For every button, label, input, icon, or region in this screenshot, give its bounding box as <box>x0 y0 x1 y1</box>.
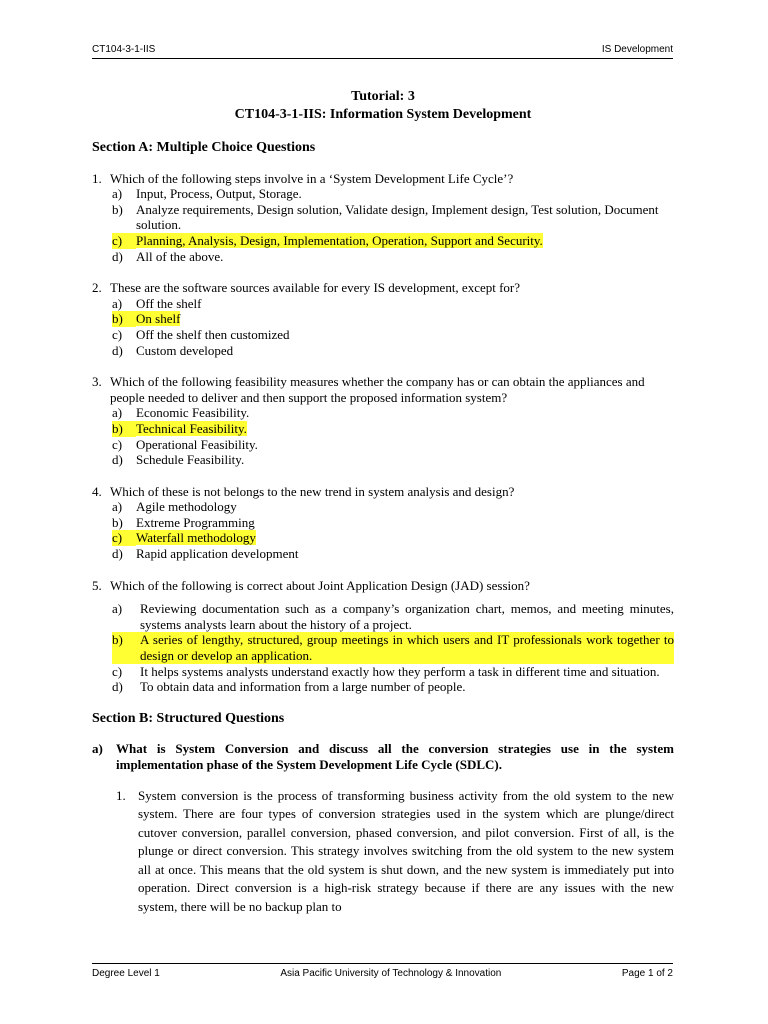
option-d <box>112 452 674 468</box>
option-text: All of the above. <box>136 248 224 264</box>
section-a-title: Section A: Multiple Choice Questions <box>92 140 316 155</box>
question-text: Which of the following steps involve in a ‘System Development Life Cycle’? <box>110 170 514 186</box>
footer-level: Degree Level 1 <box>92 968 160 979</box>
option-text: Reviewing documentation such as a company’s organization chart, memos, and meeting minutes, systems analysts learn about the history of a project. <box>140 601 674 632</box>
option-label: a) <box>112 499 123 515</box>
question-number: 4. <box>92 483 102 499</box>
option-list <box>112 499 674 561</box>
option-a <box>112 296 674 312</box>
footer-page-number: Page 1 of 2 <box>621 968 673 979</box>
option-b <box>112 202 674 233</box>
option-text: Agile methodology <box>136 499 237 515</box>
option-text: Schedule Feasibility. <box>136 452 245 468</box>
option-d <box>112 343 674 359</box>
option-label: b) <box>112 632 123 648</box>
answer-number: 1. <box>116 787 126 803</box>
page-footer <box>92 968 673 979</box>
option-label: d) <box>112 342 123 358</box>
section-b-title: Section B: Structured Questions <box>92 710 285 726</box>
option-label: c) <box>112 436 123 452</box>
question-number: 3. <box>92 374 102 390</box>
option-c <box>112 437 674 453</box>
option-label: c) <box>112 530 136 546</box>
option-label: d) <box>112 452 123 468</box>
course-title: CT104-3-1-IIS: Information System Development <box>234 107 532 122</box>
option-label: d) <box>112 248 123 264</box>
option-text: A series of lengthy, structured, group meetings in which users and IT professionals work together to design or develop an application. <box>140 632 674 664</box>
header-course-code: CT104-3-1-IIS <box>92 44 156 55</box>
option-text: Input, Process, Output, Storage. <box>136 186 302 202</box>
option-list <box>112 601 674 695</box>
option-d <box>112 679 674 695</box>
option-label: a) <box>112 186 123 202</box>
question-number: 2. <box>92 280 102 296</box>
tutorial-title: Tutorial: 3 <box>351 89 415 104</box>
header-subject: IS Development <box>601 44 673 55</box>
question-text: Which of the following feasibility measures whether the company has or can obtain the appliances and people needed to deliver and then support the proposed information system? <box>110 374 645 405</box>
question-2 <box>92 280 674 358</box>
option-label: b) <box>112 201 123 217</box>
document-body <box>92 88 674 916</box>
option-c <box>112 664 674 680</box>
option-c <box>112 327 674 343</box>
option-text: To obtain data and information from a large number of people. <box>140 679 466 695</box>
option-text: Economic Feasibility. <box>136 405 250 421</box>
option-label: a) <box>112 295 123 311</box>
option-text: It helps systems analysts understand exactly how they perform a task in different time and situation. <box>140 663 660 679</box>
option-text: Custom developed <box>136 342 234 358</box>
option-text: On shelf <box>136 311 181 327</box>
option-label: c) <box>112 326 123 342</box>
option-label: a) <box>112 405 123 421</box>
answer-paragraph <box>116 787 674 917</box>
option-c-highlighted <box>112 530 674 546</box>
option-text: Off the shelf then customized <box>136 326 290 342</box>
page-header <box>92 44 673 55</box>
option-label: c) <box>112 233 136 249</box>
option-label: a) <box>112 601 123 617</box>
option-text: Rapid application development <box>136 546 299 562</box>
question-label: a) <box>92 741 103 757</box>
option-list <box>112 186 674 264</box>
option-label: d) <box>112 679 123 695</box>
option-d <box>112 249 674 265</box>
option-label: b) <box>112 514 123 530</box>
question-text: These are the software sources available for every IS development, except for? <box>110 280 521 296</box>
footer-university: Asia Pacific University of Technology & Innovation <box>280 968 502 979</box>
question-text: Which of the following is correct about Joint Application Design (JAD) session? <box>110 577 530 593</box>
option-label: b) <box>112 311 136 327</box>
option-b-highlighted <box>112 632 674 663</box>
header-divider <box>92 58 673 59</box>
option-a <box>112 499 674 515</box>
question-text: What is System Conversion and discuss all the conversion strategies use in the system implementation phase of the System Development Life Cycle (SDLC). <box>116 741 674 772</box>
question-text: Which of these is not belongs to the new trend in system analysis and design? <box>110 483 515 499</box>
option-b-highlighted <box>112 311 674 327</box>
option-text: Technical Feasibility. <box>136 420 247 436</box>
option-d <box>112 546 674 562</box>
option-b <box>112 515 674 531</box>
option-text: Analyze requirements, Design solution, Validate design, Implement design, Test solution, Document solution. <box>136 201 659 233</box>
option-text: Planning, Analysis, Design, Implementation, Operation, Support and Security. <box>136 232 543 248</box>
option-text: Waterfall methodology <box>136 530 256 546</box>
option-a <box>112 405 674 421</box>
option-label: b) <box>112 421 136 437</box>
option-text: Operational Feasibility. <box>136 436 258 452</box>
option-b-highlighted <box>112 421 674 437</box>
option-a <box>112 601 674 632</box>
question-number: 5. <box>92 577 102 593</box>
question-3 <box>92 374 674 468</box>
question-1 <box>92 171 674 265</box>
option-text: Off the shelf <box>136 295 202 311</box>
option-text: Extreme Programming <box>136 514 255 530</box>
footer-divider <box>92 963 673 964</box>
question-5 <box>92 578 674 695</box>
option-list <box>112 296 674 358</box>
answer-text: System conversion is the process of transforming business activity from the old system to the new system. There are four types of conversion strategies used in the system which are plunge/direct cutover conversion, parallel conversion, phased conversion, and pilot conversion. First of all, is the plunge or direct conversion. This strategy involves switching from the old system to the new system all at once. This means that the old system is shut down, and the new system is immediately put into operation. Direct conversion is a high-risk strategy because if there are any issues with the new system, there will be no backup plan to <box>138 787 674 914</box>
option-label: c) <box>112 663 123 679</box>
option-c-highlighted <box>112 233 674 249</box>
option-label: d) <box>112 546 123 562</box>
option-list <box>112 405 674 467</box>
question-number: 1. <box>92 170 102 186</box>
question-4 <box>92 484 674 562</box>
structured-question-a <box>92 741 674 772</box>
option-a <box>112 186 674 202</box>
